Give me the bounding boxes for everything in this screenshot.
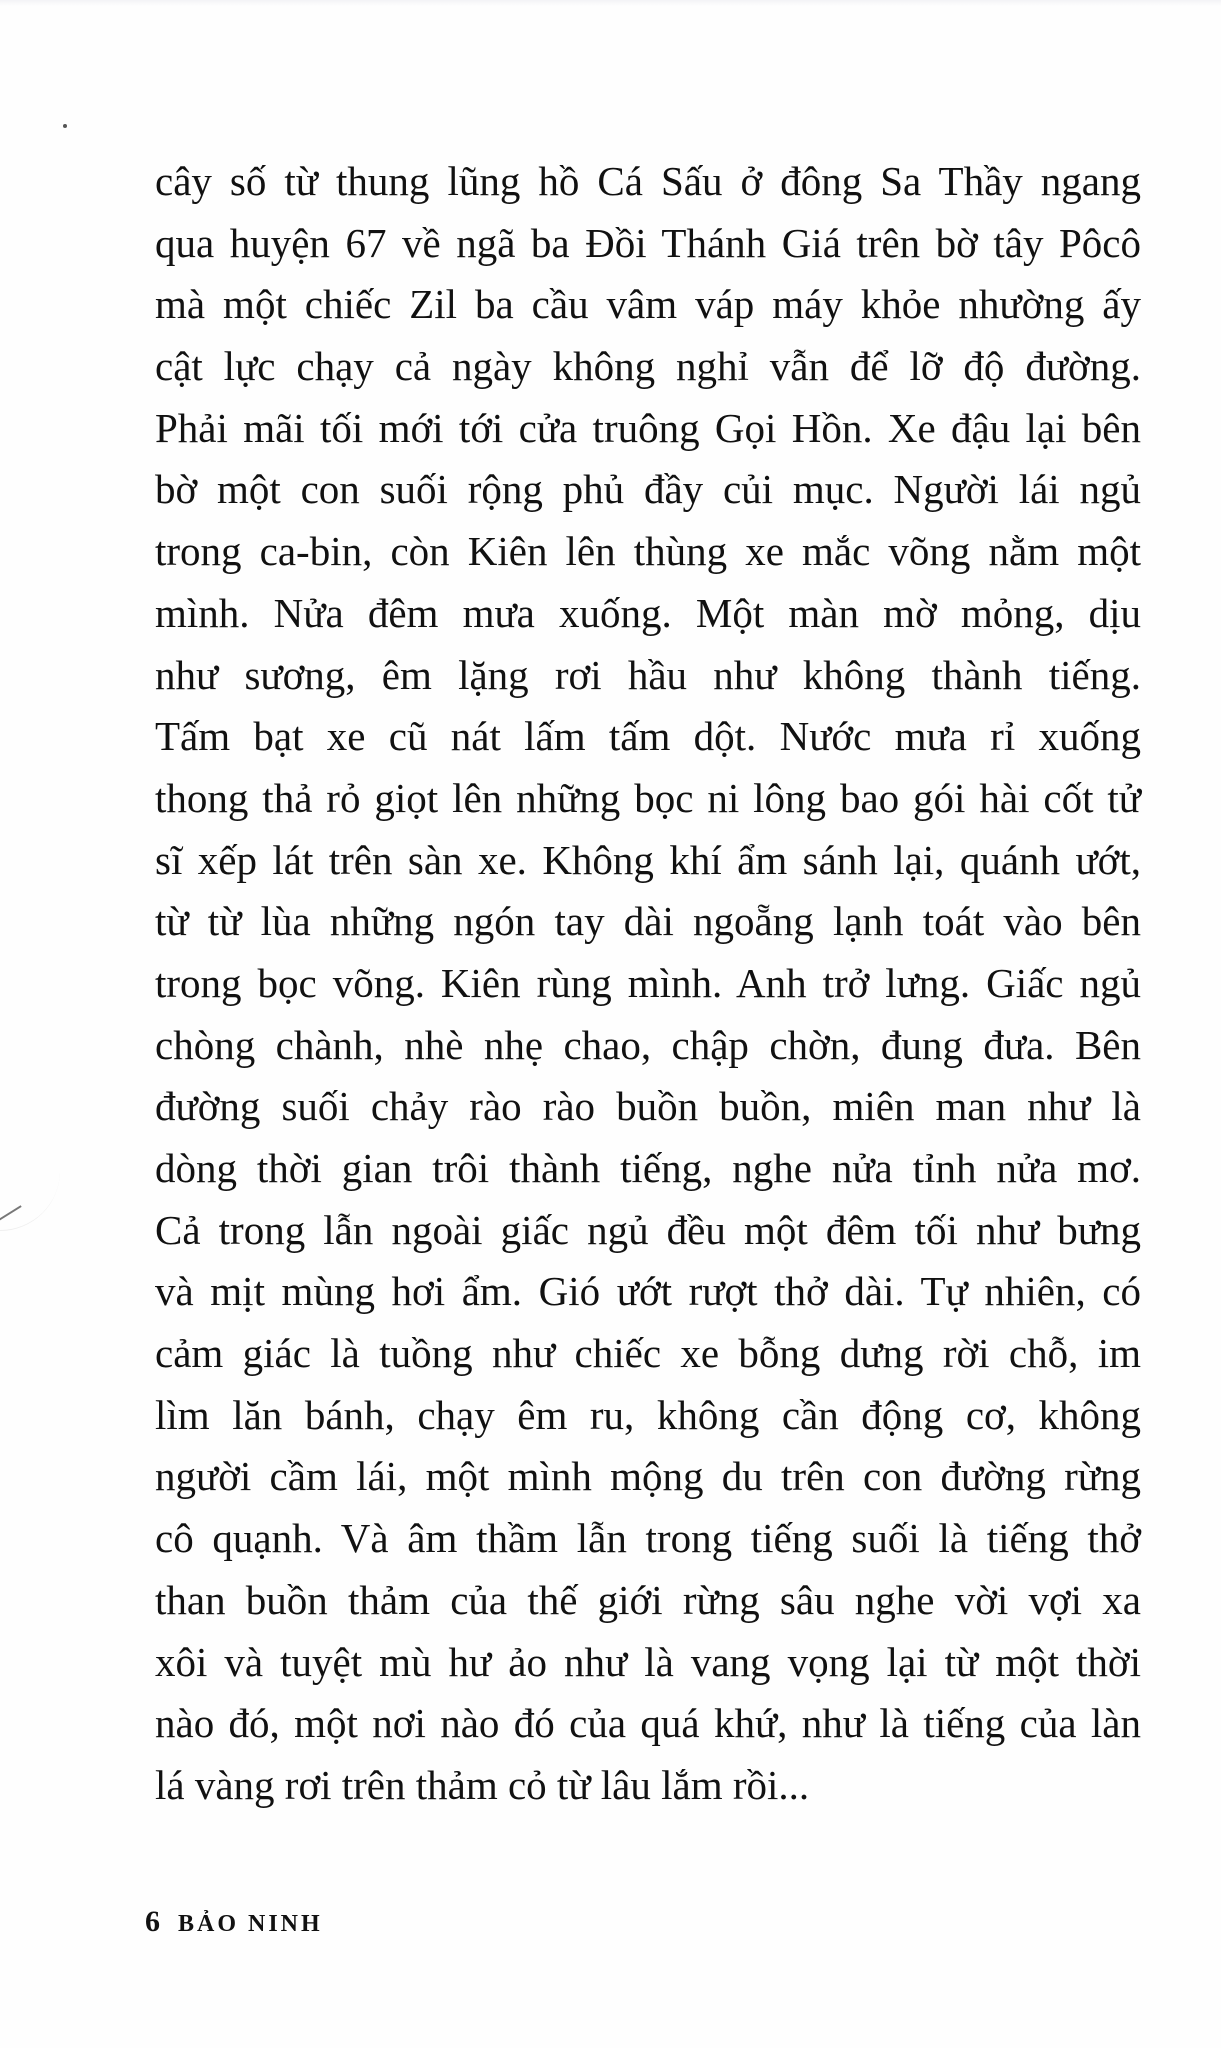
text-line: xôi và tuyệt mù hư ảo như là vang vọng lại từ một thời	[155, 1638, 1141, 1685]
text-line: như sương, êm lặng rơi hầu như không thành tiếng.	[155, 651, 1141, 698]
text-line: Cả trong lẫn ngoài giấc ngủ đều một đêm tối như bưng	[155, 1206, 1141, 1253]
text-line: người cầm lái, một mình mộng du trên con đường rừng	[155, 1453, 1141, 1500]
body-text	[155, 151, 1141, 1817]
page-top-edge	[0, 0, 1221, 6]
text-line: nào đó, một nơi nào đó của quá khứ, như là tiếng của làn	[155, 1700, 1141, 1747]
text-line: qua huyện 67 về ngã ba Đồi Thánh Giá trên bờ tây Pôcô	[155, 219, 1141, 266]
text-line: than buồn thảm của thế giới rừng sâu nghe vời vợi xa	[155, 1576, 1141, 1623]
text-line: thong thả rỏ giọt lên những bọc ni lông bao gói hài cốt tử	[155, 774, 1141, 821]
page-footer	[145, 1905, 323, 1939]
text-line: dòng thời gian trôi thành tiếng, nghe nửa tỉnh nửa mơ.	[155, 1145, 1141, 1191]
page-crease-shadow	[0, 1160, 60, 1231]
page-number: 6	[145, 1905, 160, 1938]
text-line: cô quạnh. Và âm thầm lẫn trong tiếng suối là tiếng thở	[155, 1515, 1141, 1562]
text-line: cây số từ thung lũng hồ Cá Sấu ở đông Sa Thầy ngang	[155, 158, 1141, 204]
text-line: mà một chiếc Zil ba cầu vâm váp máy khỏe nhường ấy	[155, 281, 1141, 328]
text-line: Phải mãi tối mới tới cửa truông Gọi Hồn. Xe đậu lại bên	[155, 404, 1141, 451]
text-line-last: lá vàng rơi trên thảm cỏ từ lâu lắm rồi...	[155, 1761, 810, 1808]
text-line: mình. Nửa đêm mưa xuống. Một màn mờ mỏng, dịu	[155, 589, 1141, 636]
text-line: chòng chành, nhè nhẹ chao, chập chờn, đung đưa. Bên	[155, 1021, 1141, 1068]
text-line: sĩ xếp lát trên sàn xe. Không khí ẩm sánh lại, quánh ướt,	[155, 836, 1141, 883]
text-line: bờ một con suối rộng phủ đầy củi mục. Người lái ngủ	[155, 466, 1141, 513]
text-line: trong ca-bin, còn Kiên lên thùng xe mắc võng nằm một	[155, 528, 1141, 575]
running-head-author: BẢO NINH	[178, 1911, 323, 1937]
ink-speck	[63, 124, 67, 128]
text-line: Tấm bạt xe cũ nát lấm tấm dột. Nước mưa rỉ xuống	[155, 713, 1141, 760]
text-line: cật lực chạy cả ngày không nghỉ vẫn để lỡ độ đường.	[155, 343, 1141, 390]
text-line: cảm giác là tuồng như chiếc xe bỗng dưng rời chỗ, im	[155, 1330, 1141, 1377]
text-line: lìm lăn bánh, chạy êm ru, không cần động cơ, không	[155, 1391, 1141, 1438]
text-line: đường suối chảy rào rào buồn buồn, miên man như là	[155, 1083, 1141, 1130]
text-line: và mịt mùng hơi ẩm. Gió ướt rượt thở dài. Tự nhiên, có	[155, 1268, 1141, 1315]
text-line: từ từ lùa những ngón tay dài ngoẵng lạnh toát vào bên	[155, 898, 1141, 945]
text-line: trong bọc võng. Kiên rùng mình. Anh trở lưng. Giấc ngủ	[155, 959, 1141, 1006]
